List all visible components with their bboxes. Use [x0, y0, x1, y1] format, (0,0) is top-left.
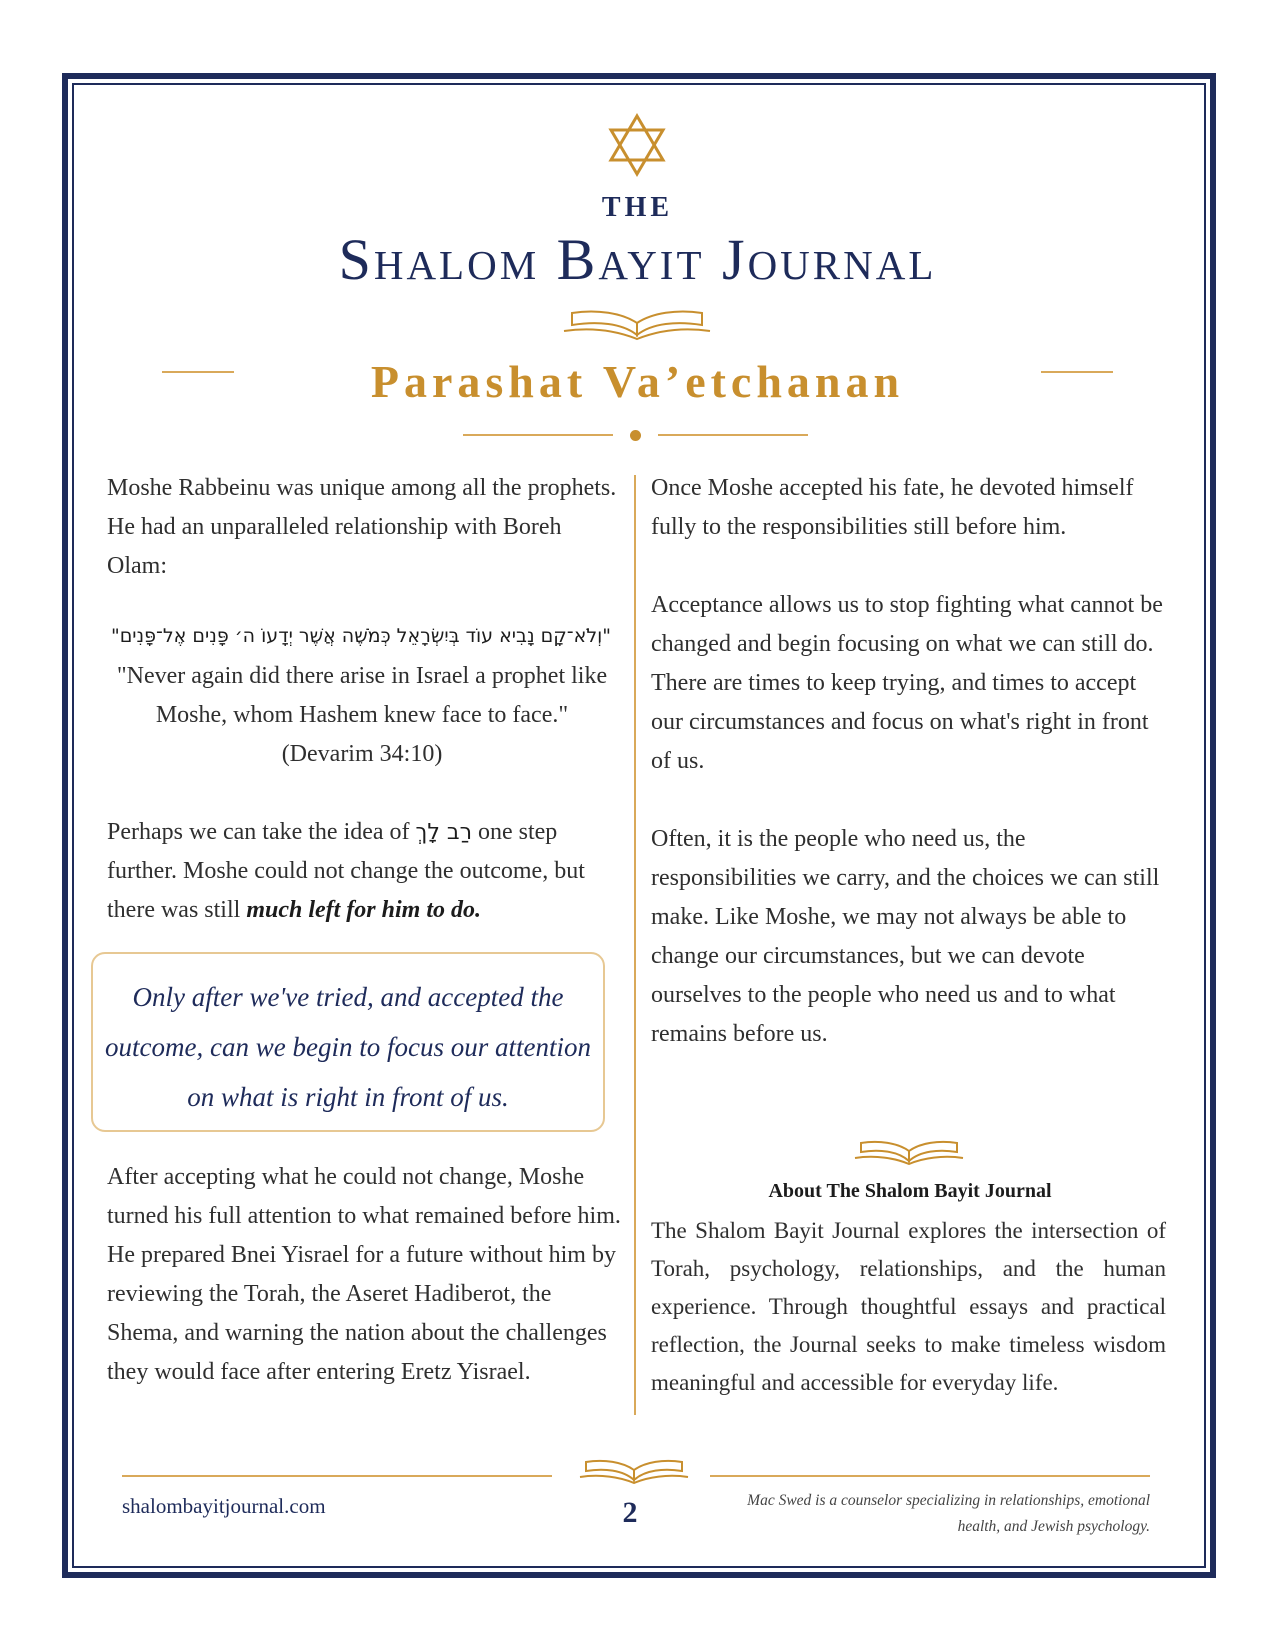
column-divider	[634, 475, 636, 1415]
page-number: 2	[622, 1496, 638, 1529]
intro-paragraph: Moshe Rabbeinu was unique among all the prophets. He had an unparalleled relationship with Boreh Olam:	[107, 475, 617, 579]
open-book-icon	[562, 305, 712, 341]
hebrew-verse: "וְלֹא־קָם נָבִיא עוֹד בְּיִשְׂרָאֵל כְּמֹשֶׁה אֲשֶׁר יְדָעוֹ ה׳ פָּנִים אֶל־פָּנִים"	[110, 625, 612, 647]
ornament-rule-left	[463, 434, 613, 436]
footer-url[interactable]: shalombayitjournal.com	[122, 1494, 326, 1518]
right-paragraph-2: Acceptance allows us to stop fighting what cannot be changed and begin focusing on what we can still do. There are times to keep trying, and times to accept our circumstances and focus on what's right in front of us.	[651, 592, 1163, 774]
footer-rule-right	[710, 1475, 1150, 1477]
footer-rule-left	[122, 1475, 552, 1477]
ornament-rule-right	[658, 434, 808, 436]
paragraph-text-1: Perhaps we can take the idea of	[107, 819, 410, 845]
paragraph-rav-lach	[107, 813, 627, 930]
hebrew-term: רַב לָךְ	[415, 820, 472, 845]
author-note: Mac Swed is a counselor specializing in relationships, emotional health, and Jewish psychology.	[747, 1492, 1150, 1535]
star-of-david-icon	[605, 112, 669, 178]
paragraph-text-2: one step further. Moshe could not change the outcome, but there was still	[107, 819, 585, 923]
paragraph-after-accepting: After accepting what he could not change, Moshe turned his full attention to what remained before him. He prepared Bnei Yisrael for a future without him by reviewing the Torah, the Aseret Hadiberot, the Shema, and warning the nation about the challenges they would face after entering Eretz Yisrael.	[107, 1164, 621, 1385]
open-book-icon	[853, 1137, 965, 1165]
open-book-icon	[578, 1456, 690, 1484]
emphasis-text: much left for him to do.	[246, 897, 481, 923]
masthead-the: THE	[601, 192, 674, 223]
about-body: The Shalom Bayit Journal explores the intersection of Torah, psychology, relationships, and the human experience. Through thoughtful essays and practical reflection, the Journal seeks to make timeless wisdom meaningful and accessible for everyday life.	[651, 1218, 1166, 1395]
right-paragraph-1: Once Moshe accepted his fate, he devoted himself fully to the responsibilities still before him.	[651, 475, 1134, 540]
masthead-title: Shalom Bayit Journal	[338, 227, 937, 292]
verse-citation: (Devarim 34:10)	[281, 741, 443, 767]
right-paragraph-3: Often, it is the people who need us, the responsibilities we carry, and the choices we can still make. Like Moshe, we may not always be able to change our circumstances, but we can devote ourselves to the people who need us and to what remains before us.	[651, 826, 1160, 1047]
english-verse: "Never again did there arise in Israel a prophet like Moshe, whom Hashem knew face to face."	[116, 663, 608, 728]
about-title: About The Shalom Bayit Journal	[768, 1180, 1052, 1202]
ornament-dot	[630, 430, 641, 441]
pullquote-text: Only after we've tried, and accepted the outcome, can we begin to focus our attention on what is right in front of us.	[105, 982, 591, 1112]
issue-title: Parashat Va’etchanan	[370, 356, 905, 407]
